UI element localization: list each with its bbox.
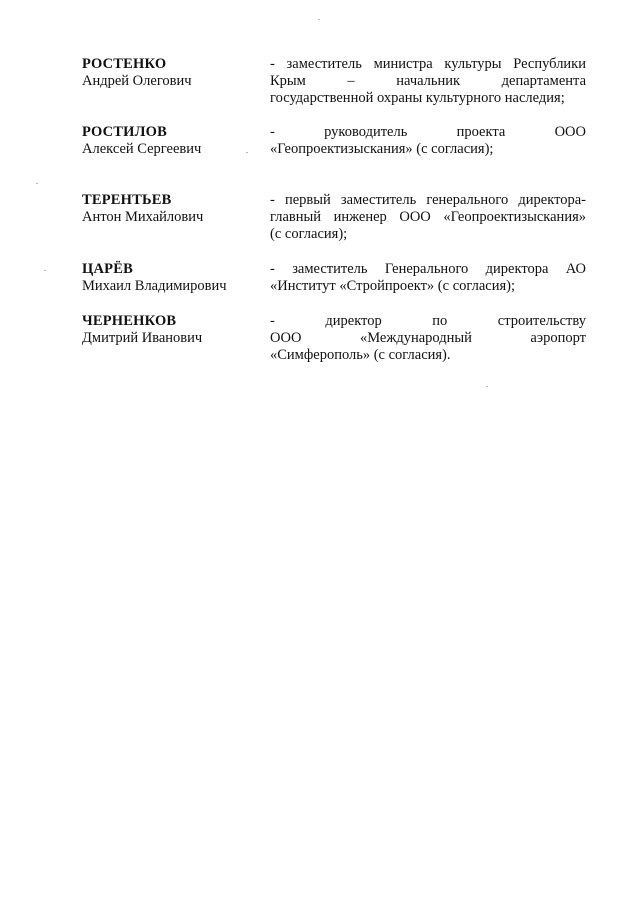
member-surname: РОСТИЛОВ [82,124,168,140]
role-line: (с согласия); [270,226,348,242]
member-given-name: Андрей Олегович [82,73,192,89]
member-person [82,192,262,226]
scan-speck [318,19,320,20]
role-line: Крым – начальник департамента [270,73,586,89]
member-role [270,313,586,364]
scan-speck [36,183,38,184]
member-given-name: Антон Михайлович [82,209,204,225]
member-surname: РОСТЕНКО [82,56,167,72]
role-line: - руководитель проекта ООО [270,124,586,140]
role-line: ООО «Международный аэропорт [270,330,586,346]
member-surname: ЧЕРНЕНКОВ [82,313,177,329]
member-surname: ЦАРЁВ [82,261,133,277]
member-given-name: Алексей Сергеевич [82,141,202,157]
role-line: государственной охраны культурного наследия; [270,90,565,106]
role-line: - заместитель Генерального директора АО [270,261,586,277]
member-role [270,192,586,243]
member-given-name: Дмитрий Иванович [82,330,203,346]
member-given-name: Михаил Владимирович [82,278,227,294]
role-line: «Симферополь» (с согласия). [270,347,451,363]
scan-speck [486,386,488,387]
role-line: главный инженер ООО «Геопроектизыскания» [270,209,586,225]
member-surname: ТЕРЕНТЬЕВ [82,192,172,208]
role-line: - директор по строительству [270,313,586,329]
member-person [82,56,262,90]
role-line: «Институт «Стройпроект» (с согласия); [270,278,515,294]
member-role [270,261,586,295]
member-role [270,56,586,107]
member-role [270,124,586,158]
member-person [82,261,262,295]
role-line: - первый заместитель генерального директора- [270,192,586,208]
role-line: «Геопроектизыскания» (с согласия); [270,141,494,157]
member-person [82,124,262,158]
member-person [82,313,262,347]
role-line: - заместитель министра культуры Республики [270,56,586,72]
scan-speck [44,270,46,271]
